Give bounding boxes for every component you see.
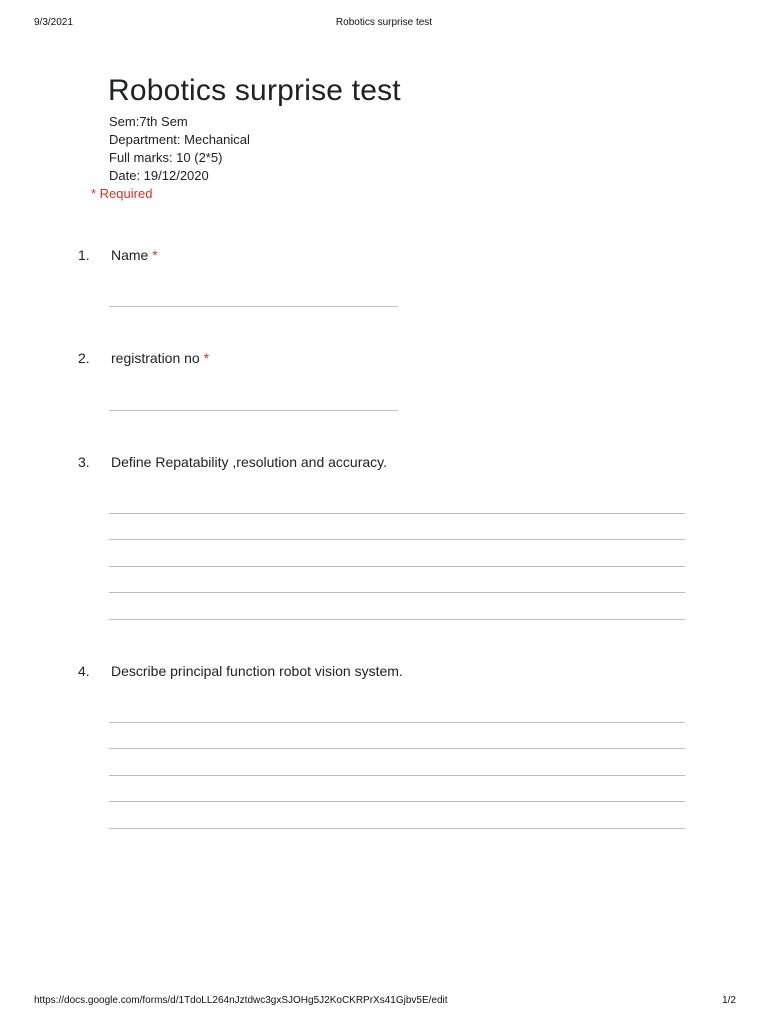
q3-answer-line[interactable] xyxy=(109,539,685,540)
q3-answer-line[interactable] xyxy=(109,513,685,514)
question-text xyxy=(111,350,209,366)
q4-answer-line[interactable] xyxy=(109,748,685,749)
question-text xyxy=(111,247,158,263)
q3-answer-line[interactable] xyxy=(109,592,685,593)
question-number: 1. xyxy=(78,247,90,263)
question-number: 3. xyxy=(78,454,90,470)
required-star: * xyxy=(203,350,210,366)
print-header-date: 9/3/2021 xyxy=(34,17,73,28)
description-full-marks: Full marks: 10 (2*5) xyxy=(109,150,223,165)
required-note: * Required xyxy=(91,186,153,201)
description-department: Department: Mechanical xyxy=(109,132,250,147)
name-answer-line[interactable] xyxy=(109,306,398,307)
description-date: Date: 19/12/2020 xyxy=(109,168,209,183)
question-text: Define Repatability ,resolution and accuracy. xyxy=(111,454,388,470)
print-footer-url: https://docs.google.com/forms/d/1TdoLL264nJztdwc3gxSJOHg5J2KoCKRPrXs41Gjbv5E/edit xyxy=(34,995,448,1006)
q4-answer-line[interactable] xyxy=(109,801,685,802)
q4-answer-line[interactable] xyxy=(109,828,685,829)
question-label: registration no xyxy=(111,350,200,366)
form-description xyxy=(109,113,250,185)
form-title: Robotics surprise test xyxy=(108,74,401,107)
question-number: 2. xyxy=(78,350,90,366)
print-footer-page-number: 1/2 xyxy=(722,995,736,1006)
required-star: * xyxy=(152,247,158,263)
question-number: 4. xyxy=(78,663,90,679)
description-semester: Sem:7th Sem xyxy=(109,114,188,129)
question-text: Describe principal function robot vision system. xyxy=(111,663,403,679)
q4-answer-line[interactable] xyxy=(109,775,685,776)
q3-answer-line[interactable] xyxy=(109,566,685,567)
print-header-title: Robotics surprise test xyxy=(335,17,433,28)
q4-answer-line[interactable] xyxy=(109,722,685,723)
q3-answer-line[interactable] xyxy=(109,619,685,620)
registration-answer-line[interactable] xyxy=(109,410,398,411)
question-label: Name xyxy=(111,247,149,263)
